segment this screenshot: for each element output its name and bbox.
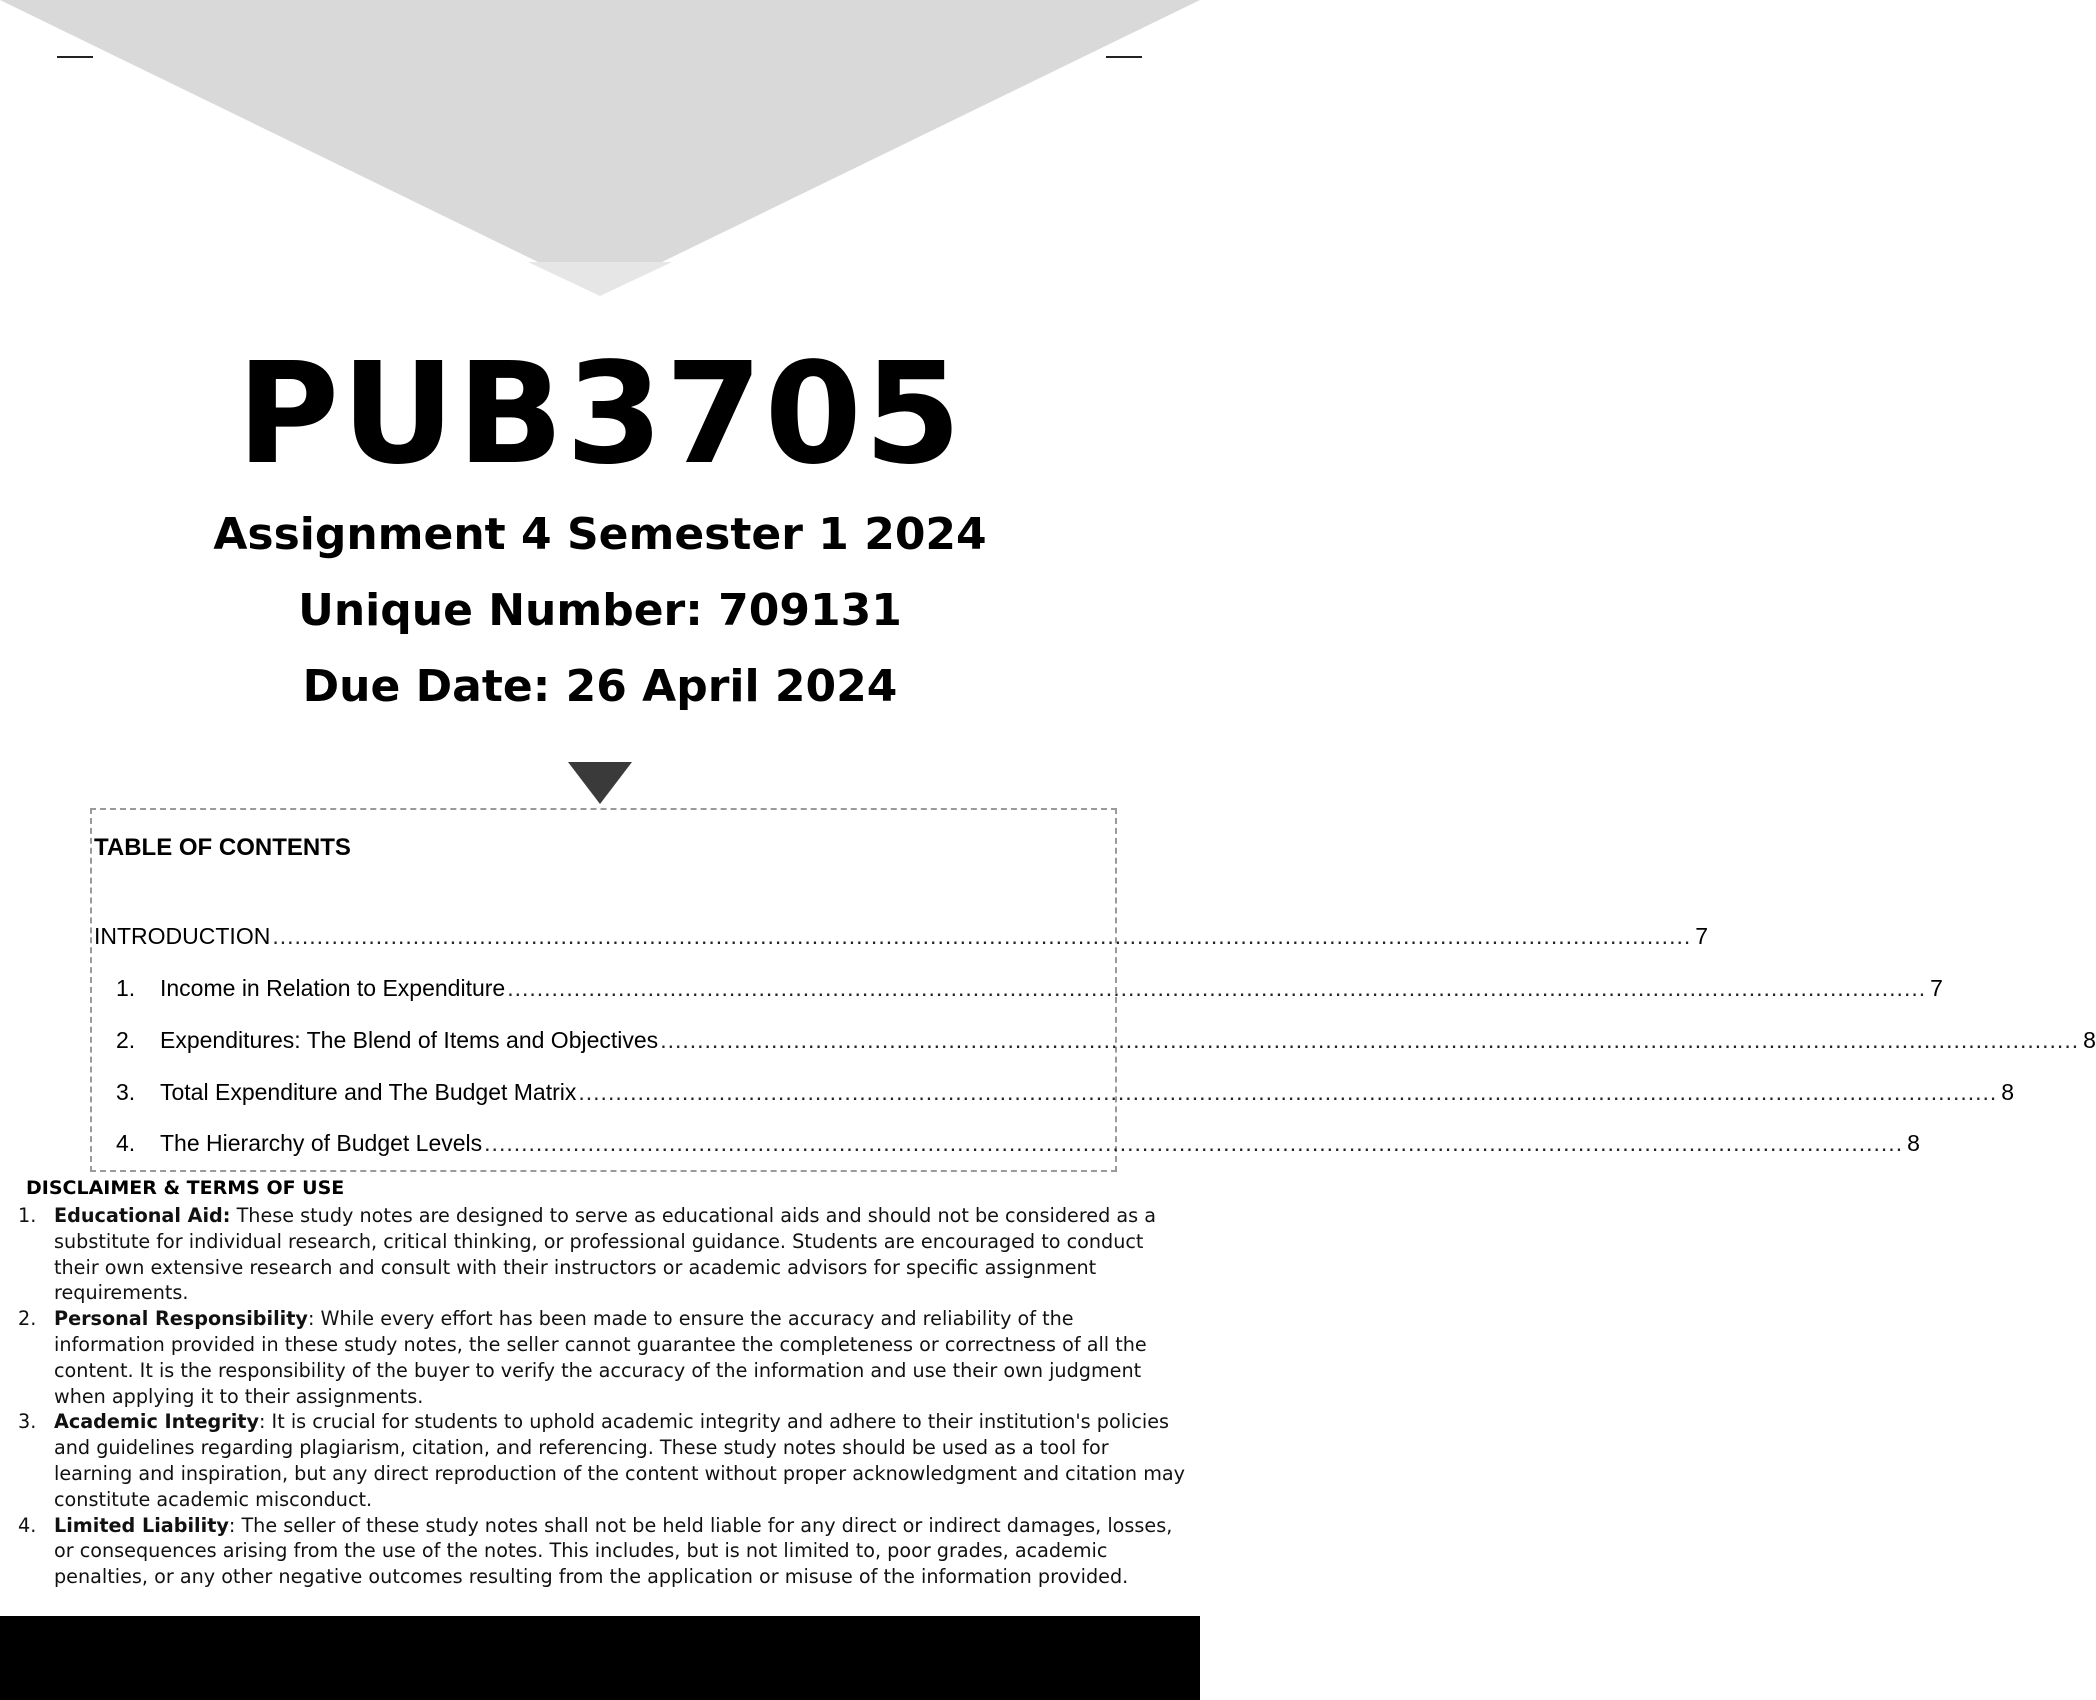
toc-leader-dots: ................................................................................................................................................................................................: [484, 1130, 1904, 1156]
toc-entry-label: Income in Relation to Expenditure: [160, 975, 506, 1001]
toc-entry-number: 4.: [116, 1130, 136, 1156]
disclaimer-item: [18, 1409, 1188, 1512]
bottom-black-bar: [0, 1616, 1200, 1700]
toc-entry-label: INTRODUCTION: [94, 923, 271, 949]
disclaimer-item-body: [54, 1306, 1188, 1409]
disclaimer-item-number: 4.: [18, 1513, 37, 1537]
toc-leader-dots: ................................................................................................................................................................................................: [272, 923, 1692, 949]
toc-entry[interactable]: [116, 974, 1943, 1002]
top-chevron-banner: [0, 0, 1200, 300]
disclaimer-item-body: [54, 1409, 1188, 1512]
toc-entry[interactable]: [116, 1026, 2096, 1054]
disclaimer-heading: DISCLAIMER & TERMS OF USE: [26, 1177, 345, 1199]
toc-leader-dots: ................................................................................................................................................................................................: [660, 1027, 2080, 1053]
disclaimer-item-number: 2.: [18, 1307, 37, 1331]
toc-entry-page: 7: [1695, 923, 1709, 949]
due-date: Due Date: 26 April 2024: [302, 661, 898, 712]
disclaimer-item-body: [54, 1203, 1188, 1306]
course-code-title: PUB3705: [236, 333, 964, 496]
toc-entry-label: Expenditures: The Blend of Items and Objectives: [160, 1027, 659, 1053]
disclaimer-item: [18, 1306, 1188, 1409]
assignment-subtitle: Assignment 4 Semester 1 2024: [213, 509, 987, 560]
down-triangle-icon: [568, 762, 632, 804]
disclaimer-term: Academic Integrity: [54, 1410, 259, 1434]
toc-entry[interactable]: [116, 1129, 1920, 1157]
toc-entry-label: Total Expenditure and The Budget Matrix: [160, 1079, 577, 1105]
disclaimer-text: : While every effort has been made to ensure the accuracy and reliability of the information provided in these study notes, the seller cannot guarantee the completeness or correctness of all the content. It is the responsibility of the buyer to verify the accuracy of the information and use their own judgment when applying it to their assignments.: [54, 1307, 1147, 1408]
toc-entry-number: 2.: [116, 1027, 136, 1053]
disclaimer-item-number: 1.: [18, 1204, 37, 1227]
toc-entry-page: 7: [1930, 975, 1943, 1001]
disclaimer-item-body: [54, 1513, 1188, 1590]
unique-number: Unique Number: 709131: [298, 585, 902, 636]
disclaimer-text: : It is crucial for students to uphold academic integrity and adhere to their institution's policies and guidelines regarding plagiarism, citation, and referencing. These study notes should be used as a tool for learning and inspiration, but any direct reproduction of the content without proper acknowledgment and citation may constitute academic misconduct.: [54, 1410, 1185, 1511]
toc-leader-dots: ................................................................................................................................................................................................: [507, 975, 1927, 1001]
disclaimer-item: [18, 1513, 1188, 1590]
disclaimer-text: These study notes are designed to serve as educational aids and should not be considered as a substitute for individual research, critical thinking, or professional guidance. Students are encouraged to conduct their own extensive research and consult with their instructors or academic advisors for specific assignment requirements.: [54, 1204, 1156, 1305]
toc-entry-number: 3.: [116, 1079, 136, 1105]
toc-entry-page: 8: [2083, 1027, 2096, 1053]
table-of-contents: [90, 808, 2096, 1172]
toc-entry-page: 8: [1907, 1130, 1920, 1156]
disclaimer-item: [18, 1203, 1188, 1306]
toc-entry-number: 1.: [116, 975, 136, 1001]
corner-mark-right: [1106, 56, 1142, 58]
disclaimer-term: Personal Responsibility: [54, 1307, 308, 1331]
disclaimer-list: [18, 1203, 1188, 1590]
disclaimer-term: Limited Liability: [54, 1513, 229, 1537]
corner-mark-left: [57, 56, 93, 58]
disclaimer-item-number: 3.: [18, 1410, 37, 1434]
toc-heading: TABLE OF CONTENTS: [94, 834, 351, 861]
toc-leader-dots: ................................................................................................................................................................................................: [578, 1079, 1998, 1105]
toc-entry-introduction[interactable]: [94, 922, 1709, 950]
toc-entry[interactable]: [116, 1078, 2015, 1106]
disclaimer-text: : The seller of these study notes shall not be held liable for any direct or indirect damages, losses, or consequences arising from the use of the notes. This includes, but is not limited to, poor grades, academic penalties, or any other negative outcomes resulting from the application or misuse of the information provided.: [54, 1513, 1173, 1589]
toc-entry-label: The Hierarchy of Budget Levels: [160, 1130, 483, 1156]
toc-entry-page: 8: [2001, 1079, 2015, 1105]
disclaimer-term: Educational Aid:: [54, 1204, 231, 1227]
